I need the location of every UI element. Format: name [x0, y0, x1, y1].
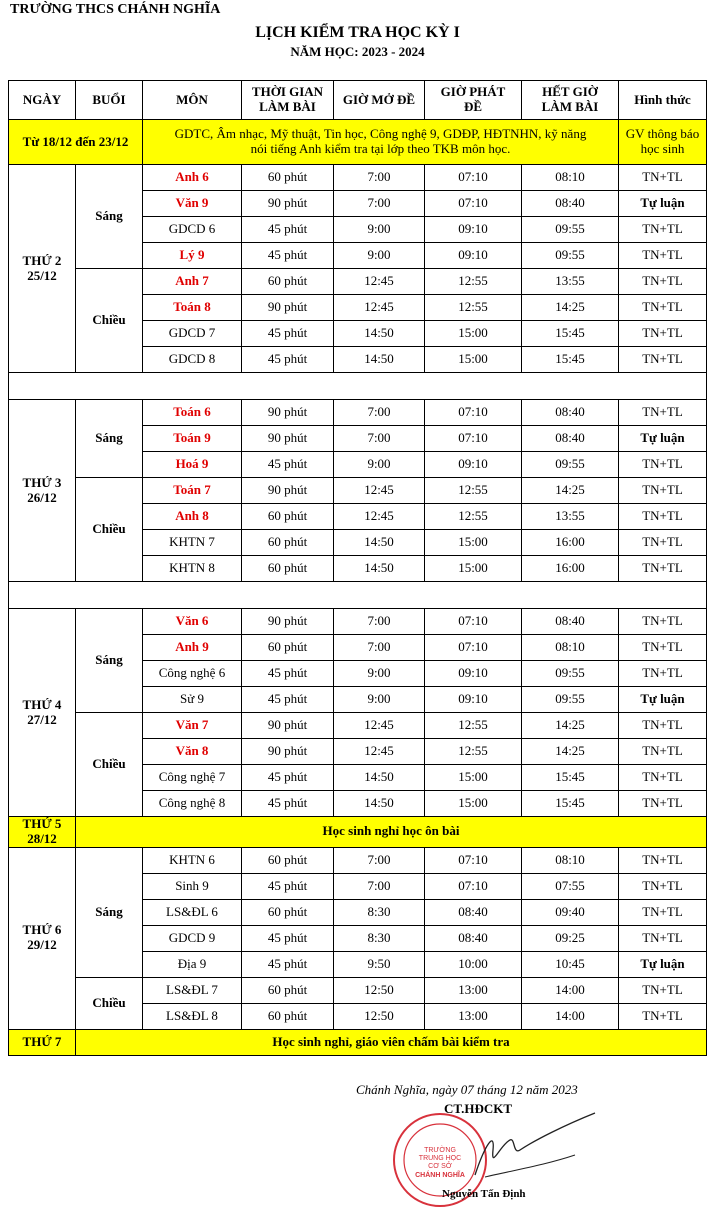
hand-out-time-cell: 07:10 [425, 165, 522, 191]
duration-cell: 45 phút [242, 243, 334, 269]
hand-out-time-cell: 09:10 [425, 452, 522, 478]
day-name: THỨ 5 [22, 816, 62, 831]
form-cell: TN+TL [619, 899, 707, 925]
intro-date: Từ 18/12 đến 23/12 [9, 120, 143, 165]
end-time-cell: 08:10 [522, 847, 619, 873]
end-time-cell: 09:55 [522, 661, 619, 687]
col-header-hetgio-1: HẾT GIỜ [542, 84, 598, 100]
separator-cell [9, 582, 707, 609]
open-time-cell: 14:50 [334, 530, 425, 556]
form-cell: TN+TL [619, 661, 707, 687]
table-row [9, 478, 707, 504]
form-cell: TN+TL [619, 765, 707, 791]
hand-out-time-cell: 07:10 [425, 609, 522, 635]
subject-cell: LS&ĐL 7 [143, 977, 242, 1003]
duration-cell: 90 phút [242, 478, 334, 504]
hand-out-time-cell: 07:10 [425, 873, 522, 899]
hand-out-time-cell: 09:10 [425, 687, 522, 713]
duration-cell: 90 phút [242, 191, 334, 217]
subject-cell: Sinh 9 [143, 873, 242, 899]
hand-out-time-cell: 13:00 [425, 1003, 522, 1029]
open-time-cell: 12:45 [334, 504, 425, 530]
open-time-cell: 7:00 [334, 400, 425, 426]
subject-cell: Lý 9 [143, 243, 242, 269]
duration-cell: 60 phút [242, 977, 334, 1003]
hand-out-time-cell: 15:00 [425, 556, 522, 582]
end-time-cell: 07:55 [522, 873, 619, 899]
subject-cell: KHTN 7 [143, 530, 242, 556]
form-cell: Tự luận [619, 951, 707, 977]
open-time-cell: 9:00 [334, 217, 425, 243]
form-cell: TN+TL [619, 530, 707, 556]
end-time-cell: 16:00 [522, 530, 619, 556]
open-time-cell: 7:00 [334, 609, 425, 635]
intro-desc-line-1: GDTC, Âm nhạc, Mỹ thuật, Tin học, Công nghệ 9, GDĐP, HĐTNHN, kỹ năng [174, 126, 587, 142]
subject-cell: GDCD 7 [143, 321, 242, 347]
subject-cell: Văn 6 [143, 609, 242, 635]
duration-cell: 90 phút [242, 739, 334, 765]
duration-cell: 60 phút [242, 635, 334, 661]
subject-cell: Toán 7 [143, 478, 242, 504]
subject-cell: Hoá 9 [143, 452, 242, 478]
day-note: Học sinh nghỉ, giáo viên chấm bài kiểm tra [76, 1029, 707, 1055]
duration-cell: 60 phút [242, 899, 334, 925]
end-time-cell: 14:25 [522, 713, 619, 739]
hand-out-time-cell: 10:00 [425, 951, 522, 977]
subject-cell: GDCD 9 [143, 925, 242, 951]
table-row [9, 847, 707, 873]
duration-cell: 45 phút [242, 873, 334, 899]
form-cell: TN+TL [619, 478, 707, 504]
open-time-cell: 9:00 [334, 687, 425, 713]
form-cell: TN+TL [619, 739, 707, 765]
hand-out-time-cell: 07:10 [425, 635, 522, 661]
duration-cell: 90 phút [242, 713, 334, 739]
subject-cell: LS&ĐL 6 [143, 899, 242, 925]
col-header-hetgio-2: LÀM BÀI [541, 99, 599, 114]
day-name: THỨ 3 [22, 474, 62, 490]
end-time-cell: 08:40 [522, 191, 619, 217]
form-cell: Tự luận [619, 426, 707, 452]
subject-cell: Sử 9 [143, 687, 242, 713]
end-time-cell: 08:40 [522, 426, 619, 452]
open-time-cell: 7:00 [334, 847, 425, 873]
duration-cell: 45 phút [242, 452, 334, 478]
subject-cell: Công nghệ 8 [143, 791, 242, 817]
open-time-cell: 12:50 [334, 1003, 425, 1029]
hand-out-time-cell: 12:55 [425, 478, 522, 504]
end-time-cell: 08:40 [522, 609, 619, 635]
form-cell: TN+TL [619, 243, 707, 269]
form-cell: TN+TL [619, 556, 707, 582]
school-year: NĂM HỌC: 2023 - 2024 [290, 44, 425, 59]
table-row [9, 977, 707, 1003]
hand-out-time-cell: 07:10 [425, 426, 522, 452]
hand-out-time-cell: 07:10 [425, 191, 522, 217]
subject-cell: Anh 7 [143, 269, 242, 295]
form-cell: TN+TL [619, 452, 707, 478]
table-row [9, 713, 707, 739]
end-time-cell: 09:55 [522, 687, 619, 713]
open-time-cell: 7:00 [334, 191, 425, 217]
col-header-mon: MÔN [143, 81, 242, 120]
session-cell: Sáng [76, 165, 143, 269]
open-time-cell: 12:45 [334, 713, 425, 739]
form-cell: Tự luận [619, 191, 707, 217]
col-header-giophat-2: ĐỀ [463, 99, 483, 114]
subject-cell: LS&ĐL 8 [143, 1003, 242, 1029]
hand-out-time-cell: 15:00 [425, 347, 522, 373]
end-time-cell: 09:55 [522, 217, 619, 243]
day-date: 29/12 [27, 937, 57, 953]
hand-out-time-cell: 12:55 [425, 504, 522, 530]
duration-cell: 90 phút [242, 609, 334, 635]
form-cell: TN+TL [619, 1003, 707, 1029]
place-date: Chánh Nghĩa, ngày 07 tháng 12 năm 2023 [356, 1082, 578, 1097]
session-cell: Sáng [76, 847, 143, 977]
open-time-cell: 12:45 [334, 295, 425, 321]
end-time-cell: 10:45 [522, 951, 619, 977]
col-header-ngay: NGÀY [9, 81, 76, 120]
end-time-cell: 14:25 [522, 478, 619, 504]
subject-cell: Anh 6 [143, 165, 242, 191]
end-time-cell: 09:40 [522, 899, 619, 925]
table-row [9, 609, 707, 635]
hand-out-time-cell: 12:55 [425, 739, 522, 765]
col-header-hinhthuc: Hình thức [619, 81, 707, 120]
session-cell: Sáng [76, 400, 143, 478]
separator-row [9, 373, 707, 400]
end-time-cell: 15:45 [522, 347, 619, 373]
intro-form [619, 120, 707, 165]
hand-out-time-cell: 15:00 [425, 791, 522, 817]
day-date: 26/12 [27, 489, 57, 505]
session-cell: Sáng [76, 609, 143, 713]
duration-cell: 45 phút [242, 321, 334, 347]
open-time-cell: 12:45 [334, 478, 425, 504]
open-time-cell: 8:30 [334, 899, 425, 925]
duration-cell: 60 phút [242, 1003, 334, 1029]
form-cell: TN+TL [619, 925, 707, 951]
subject-cell: GDCD 6 [143, 217, 242, 243]
hand-out-time-cell: 15:00 [425, 321, 522, 347]
session-cell: Chiều [76, 977, 143, 1029]
duration-cell: 45 phút [242, 347, 334, 373]
duration-cell: 90 phút [242, 295, 334, 321]
day-cell [9, 609, 76, 817]
form-cell: TN+TL [619, 400, 707, 426]
open-time-cell: 12:45 [334, 269, 425, 295]
hand-out-time-cell: 12:55 [425, 269, 522, 295]
svg-text:CƠ SỞ: CƠ SỞ [428, 1163, 452, 1170]
form-cell: TN+TL [619, 791, 707, 817]
end-time-cell: 09:25 [522, 925, 619, 951]
open-time-cell: 14:50 [334, 791, 425, 817]
duration-cell: 90 phút [242, 400, 334, 426]
day-date: 27/12 [27, 711, 57, 727]
open-time-cell: 7:00 [334, 635, 425, 661]
subject-cell: KHTN 6 [143, 847, 242, 873]
subject-cell: Văn 9 [143, 191, 242, 217]
end-time-cell: 14:00 [522, 977, 619, 1003]
form-cell: TN+TL [619, 165, 707, 191]
hand-out-time-cell: 12:55 [425, 713, 522, 739]
end-time-cell: 16:00 [522, 556, 619, 582]
session-cell: Chiều [76, 478, 143, 582]
hand-out-time-cell: 09:10 [425, 661, 522, 687]
hand-out-time-cell: 12:55 [425, 295, 522, 321]
subject-cell: Anh 9 [143, 635, 242, 661]
duration-cell: 45 phút [242, 951, 334, 977]
end-time-cell: 08:10 [522, 635, 619, 661]
subject-cell: KHTN 8 [143, 556, 242, 582]
hand-out-time-cell: 08:40 [425, 925, 522, 951]
duration-cell: 60 phút [242, 530, 334, 556]
header-row [9, 81, 707, 120]
day-date: 25/12 [27, 267, 57, 283]
intro-row [9, 120, 707, 165]
col-header-giophat-1: GIỜ PHÁT [440, 84, 506, 100]
day-cell [9, 400, 76, 582]
session-cell: Chiều [76, 269, 143, 373]
form-cell: TN+TL [619, 321, 707, 347]
day-cell [9, 847, 76, 1029]
end-time-cell: 08:40 [522, 400, 619, 426]
col-header-buoi: BUỔI [76, 81, 143, 120]
end-time-cell: 15:45 [522, 765, 619, 791]
col-header-giomode: GIỜ MỞ ĐỀ [334, 81, 425, 120]
day-note: Học sinh nghỉ học ôn bài [76, 817, 707, 848]
table-row [9, 400, 707, 426]
page-title: LỊCH KIỂM TRA HỌC KỲ I [255, 24, 460, 41]
subject-cell: Văn 7 [143, 713, 242, 739]
open-time-cell: 7:00 [334, 426, 425, 452]
intro-form-line-2: học sinh [640, 141, 685, 156]
svg-text:CHÁNH NGHĨA: CHÁNH NGHĨA [415, 1172, 465, 1179]
day-name: THỨ 4 [22, 696, 62, 712]
duration-cell: 45 phút [242, 765, 334, 791]
intro-form-line-1: GV thông báo [625, 126, 700, 142]
form-cell: TN+TL [619, 609, 707, 635]
col-header-hetgio [522, 81, 619, 120]
col-header-thoigian [242, 81, 334, 120]
open-time-cell: 7:00 [334, 873, 425, 899]
day-name: THỨ 2 [22, 252, 62, 268]
hand-out-time-cell: 07:10 [425, 847, 522, 873]
hand-out-time-cell: 07:10 [425, 400, 522, 426]
duration-cell: 90 phút [242, 426, 334, 452]
subject-cell: Văn 8 [143, 739, 242, 765]
signature [455, 1105, 605, 1195]
exam-schedule-table [8, 80, 707, 1056]
svg-text:TRUNG HỌC: TRUNG HỌC [418, 1155, 462, 1162]
duration-cell: 60 phút [242, 847, 334, 873]
duration-cell: 45 phút [242, 661, 334, 687]
hand-out-time-cell: 09:10 [425, 243, 522, 269]
day-cell [9, 1029, 76, 1055]
open-time-cell: 9:50 [334, 951, 425, 977]
duration-cell: 45 phút [242, 687, 334, 713]
end-time-cell: 09:55 [522, 452, 619, 478]
duration-cell: 60 phút [242, 269, 334, 295]
end-time-cell: 14:25 [522, 739, 619, 765]
duration-cell: 45 phút [242, 217, 334, 243]
day-cell [9, 165, 76, 373]
col-header-thoigian-1: THỜI GIAN [251, 84, 324, 100]
subject-cell: Toán 9 [143, 426, 242, 452]
subject-cell: Công nghệ 7 [143, 765, 242, 791]
open-time-cell: 8:30 [334, 925, 425, 951]
day-note-row [9, 817, 707, 848]
col-header-thoigian-2: LÀM BÀI [259, 99, 316, 114]
day-name: THỨ 7 [22, 1033, 62, 1049]
form-cell: TN+TL [619, 713, 707, 739]
separator-cell [9, 373, 707, 400]
col-header-giophat [425, 81, 522, 120]
subject-cell: Toán 6 [143, 400, 242, 426]
form-cell: TN+TL [619, 977, 707, 1003]
duration-cell: 45 phút [242, 925, 334, 951]
open-time-cell: 14:50 [334, 347, 425, 373]
table-row [9, 269, 707, 295]
svg-text:TRƯỜNG: TRƯỜNG [424, 1147, 456, 1154]
table-row [9, 165, 707, 191]
end-time-cell: 15:45 [522, 791, 619, 817]
day-name: THỨ 6 [22, 922, 62, 938]
hand-out-time-cell: 09:10 [425, 217, 522, 243]
form-cell: TN+TL [619, 269, 707, 295]
form-cell: TN+TL [619, 847, 707, 873]
end-time-cell: 08:10 [522, 165, 619, 191]
open-time-cell: 9:00 [334, 243, 425, 269]
intro-desc-line-2: nói tiếng Anh kiểm tra tại lớp theo TKB môn học. [250, 141, 511, 156]
open-time-cell: 12:50 [334, 977, 425, 1003]
open-time-cell: 9:00 [334, 661, 425, 687]
form-cell: Tự luận [619, 687, 707, 713]
subject-cell: Công nghệ 6 [143, 661, 242, 687]
subject-cell: GDCD 8 [143, 347, 242, 373]
hand-out-time-cell: 08:40 [425, 899, 522, 925]
form-cell: TN+TL [619, 347, 707, 373]
session-cell: Chiều [76, 713, 143, 817]
signer-name: Nguyễn Tấn Định [442, 1188, 526, 1200]
form-cell: TN+TL [619, 635, 707, 661]
duration-cell: 60 phút [242, 556, 334, 582]
duration-cell: 60 phút [242, 504, 334, 530]
intro-desc [143, 120, 619, 165]
school-name: TRƯỜNG THCS CHÁNH NGHĨA [10, 2, 221, 17]
open-time-cell: 7:00 [334, 165, 425, 191]
hand-out-time-cell: 15:00 [425, 530, 522, 556]
duration-cell: 45 phút [242, 791, 334, 817]
form-cell: TN+TL [619, 504, 707, 530]
open-time-cell: 9:00 [334, 452, 425, 478]
separator-row [9, 582, 707, 609]
day-note-row [9, 1029, 707, 1055]
open-time-cell: 12:45 [334, 739, 425, 765]
end-time-cell: 14:25 [522, 295, 619, 321]
open-time-cell: 14:50 [334, 556, 425, 582]
subject-cell: Anh 8 [143, 504, 242, 530]
end-time-cell: 13:55 [522, 269, 619, 295]
open-time-cell: 14:50 [334, 321, 425, 347]
end-time-cell: 14:00 [522, 1003, 619, 1029]
form-cell: TN+TL [619, 217, 707, 243]
hand-out-time-cell: 15:00 [425, 765, 522, 791]
form-cell: TN+TL [619, 873, 707, 899]
signer-role: CT.HĐCKT [444, 1101, 513, 1116]
end-time-cell: 15:45 [522, 321, 619, 347]
subject-cell: Toán 8 [143, 295, 242, 321]
day-date: 28/12 [27, 830, 57, 846]
subject-cell: Địa 9 [143, 951, 242, 977]
hand-out-time-cell: 13:00 [425, 977, 522, 1003]
end-time-cell: 09:55 [522, 243, 619, 269]
duration-cell: 60 phút [242, 165, 334, 191]
day-cell [9, 817, 76, 848]
open-time-cell: 14:50 [334, 765, 425, 791]
form-cell: TN+TL [619, 295, 707, 321]
end-time-cell: 13:55 [522, 504, 619, 530]
